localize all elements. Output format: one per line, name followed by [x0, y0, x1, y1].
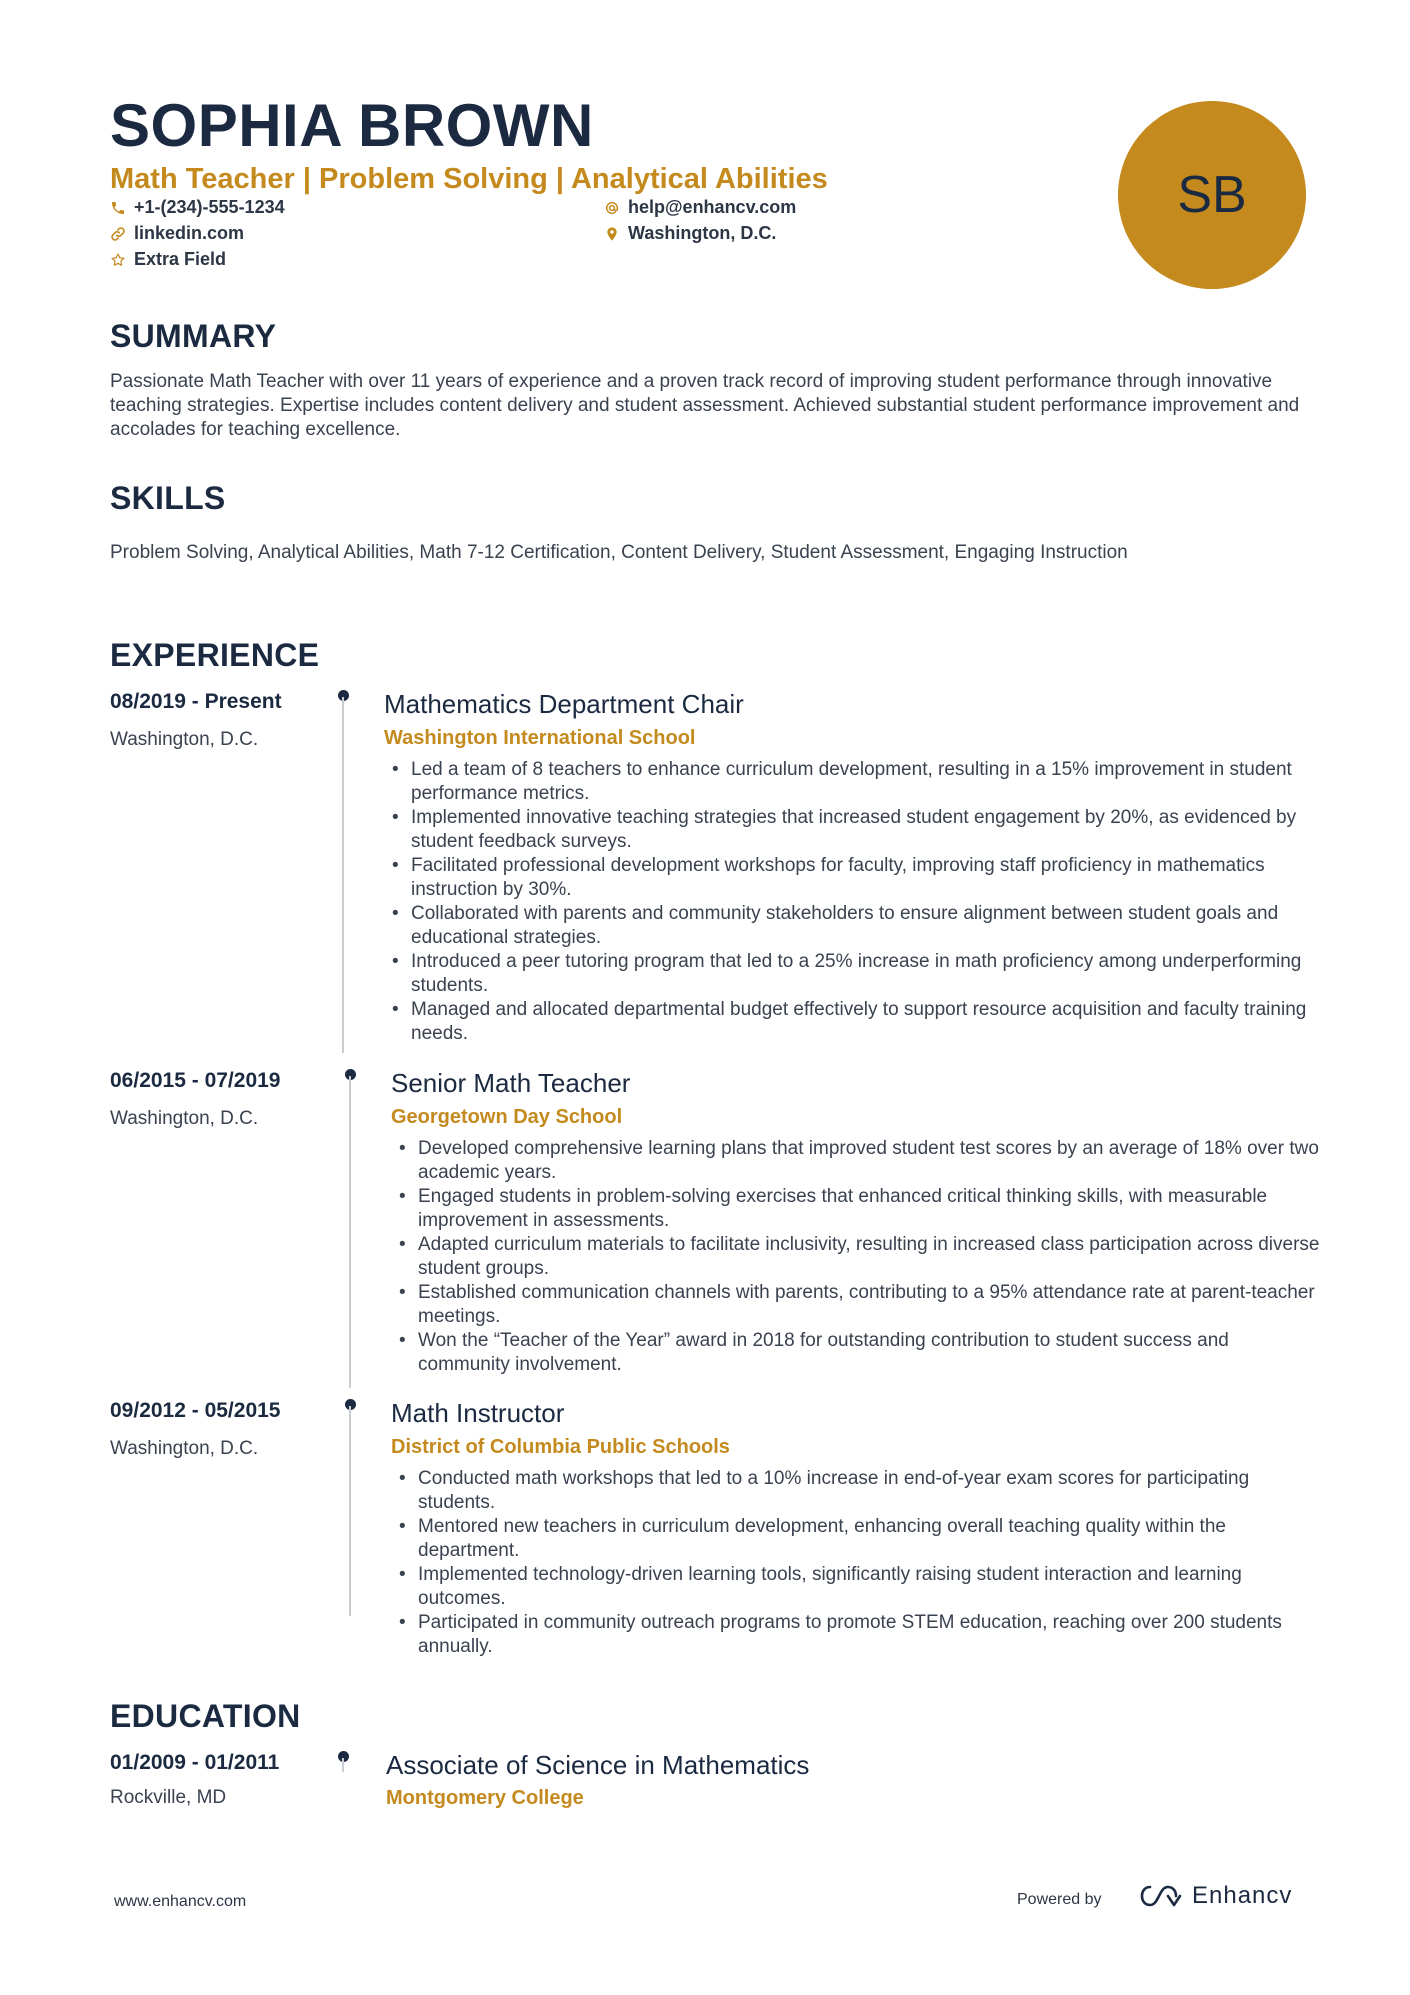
list-item: • Led a team of 8 teachers to enhance curriculum development, resulting in a 15% improvement in student performance metrics.: [384, 758, 1314, 806]
job-bullets: [384, 758, 1314, 1046]
candidate-name: SOPHIA BROWN: [110, 92, 594, 159]
education-title: EDUCATION: [110, 1698, 301, 1734]
at-icon: [604, 200, 620, 216]
link-icon: [110, 226, 126, 242]
contact-location-text: Washington, D.C.: [628, 223, 777, 243]
job-location: Washington, D.C.: [110, 1108, 259, 1129]
job-role: Senior Math Teacher: [391, 1068, 631, 1098]
list-item: • Facilitated professional development workshops for faculty, improving staff proficiency in mathematics instruction by 30%.: [384, 854, 1314, 902]
list-item: • Participated in community outreach programs to promote STEM education, reaching over 200 students annually.: [391, 1611, 1321, 1659]
list-item: • Implemented technology-driven learning tools, significantly raising student interaction and learning outcomes.: [391, 1563, 1321, 1611]
skills-title: SKILLS: [110, 480, 226, 516]
job-location: Washington, D.C.: [110, 1438, 259, 1459]
footer-website[interactable]: www.enhancv.com: [114, 1893, 247, 1910]
footer-brand-text: Enhancv: [1192, 1882, 1293, 1909]
contact-phone-text: +1-(234)-555-1234: [134, 197, 285, 217]
job-dates: 09/2012 - 05/2015: [110, 1399, 281, 1422]
list-item: • Engaged students in problem-solving exercises that enhanced critical thinking skills, with measurable improvement in assessments.: [391, 1185, 1321, 1233]
list-item: • Implemented innovative teaching strategies that increased student engagement by 20%, as evidenced by student feedback surveys.: [384, 806, 1314, 854]
footer-brand[interactable]: [1138, 1882, 1292, 1910]
contact-extra-text: Extra Field: [134, 249, 227, 269]
job-role: Mathematics Department Chair: [384, 689, 744, 719]
contact-phone: [110, 197, 285, 218]
summary-title: SUMMARY: [110, 318, 277, 354]
job-org: Washington International School: [384, 727, 696, 749]
job-org: District of Columbia Public Schools: [391, 1436, 730, 1458]
job-bullets: [391, 1137, 1321, 1377]
contact-linkedin-text: linkedin.com: [134, 223, 245, 243]
list-item: • Conducted math workshops that led to a 10% increase in end-of-year exam scores for participating students.: [391, 1467, 1321, 1515]
education-school: Montgomery College: [386, 1787, 584, 1809]
list-item: • Collaborated with parents and community stakeholders to ensure alignment between student goals and educational strategies.: [384, 902, 1314, 950]
job-role: Math Instructor: [391, 1398, 565, 1428]
avatar-initials: SB: [1177, 166, 1247, 224]
star-icon: [110, 252, 126, 268]
list-item: • Mentored new teachers in curriculum development, enhancing overall teaching quality within the department.: [391, 1515, 1321, 1563]
candidate-headline: Math Teacher | Problem Solving | Analytical Abilities: [110, 163, 828, 195]
education-dates: 01/2009 - 01/2011: [110, 1751, 280, 1774]
contact-extra: [110, 249, 226, 270]
map-pin-icon: [604, 226, 620, 242]
experience-title: EXPERIENCE: [110, 637, 320, 673]
timeline-line: [349, 1406, 351, 1616]
education-degree: Associate of Science in Mathematics: [386, 1750, 810, 1780]
timeline-line: [349, 1076, 351, 1388]
contact-linkedin[interactable]: [110, 223, 244, 244]
contact-location: [604, 223, 776, 244]
job-org: Georgetown Day School: [391, 1106, 623, 1128]
timeline-line: [342, 1758, 344, 1772]
job-bullets: [391, 1467, 1321, 1659]
list-item: • Developed comprehensive learning plans that improved student test scores by an average of 18% over two academic years.: [391, 1137, 1321, 1185]
list-item: • Established communication channels with parents, contributing to a 95% attendance rate at parent-teacher meetings.: [391, 1281, 1321, 1329]
contact-email-text: help@enhancv.com: [628, 197, 797, 217]
list-item: • Introduced a peer tutoring program that led to a 25% increase in math proficiency among underperforming students.: [384, 950, 1314, 998]
list-item: • Won the “Teacher of the Year” award in 2018 for outstanding contribution to student success and community involvement.: [391, 1329, 1321, 1377]
phone-icon: [110, 200, 126, 216]
list-item: • Adapted curriculum materials to facilitate inclusivity, resulting in increased class participation across diverse student groups.: [391, 1233, 1321, 1281]
job-location: Washington, D.C.: [110, 729, 259, 750]
skills-text: Problem Solving, Analytical Abilities, Math 7-12 Certification, Content Delivery, Student Assessment, Engaging Instruction: [110, 542, 1128, 563]
timeline-line: [342, 697, 344, 1053]
list-item: • Managed and allocated departmental budget effectively to support resource acquisition and faculty training needs.: [384, 998, 1314, 1046]
enhancv-logo-icon: [1138, 1883, 1184, 1909]
avatar: [1118, 101, 1306, 289]
contact-email[interactable]: [604, 197, 796, 218]
job-dates: 06/2015 - 07/2019: [110, 1069, 281, 1092]
summary-text: Passionate Math Teacher with over 11 years of experience and a proven track record of improving student performance through innovative teaching strategies. Expertise includes content delivery and student assessment. Achieved substantial student performance improvement and accolades for teaching excellence.: [110, 371, 1300, 440]
education-location: Rockville, MD: [110, 1787, 227, 1808]
footer-powered-by: Powered by: [1017, 1891, 1102, 1908]
job-dates: 08/2019 - Present: [110, 690, 282, 713]
